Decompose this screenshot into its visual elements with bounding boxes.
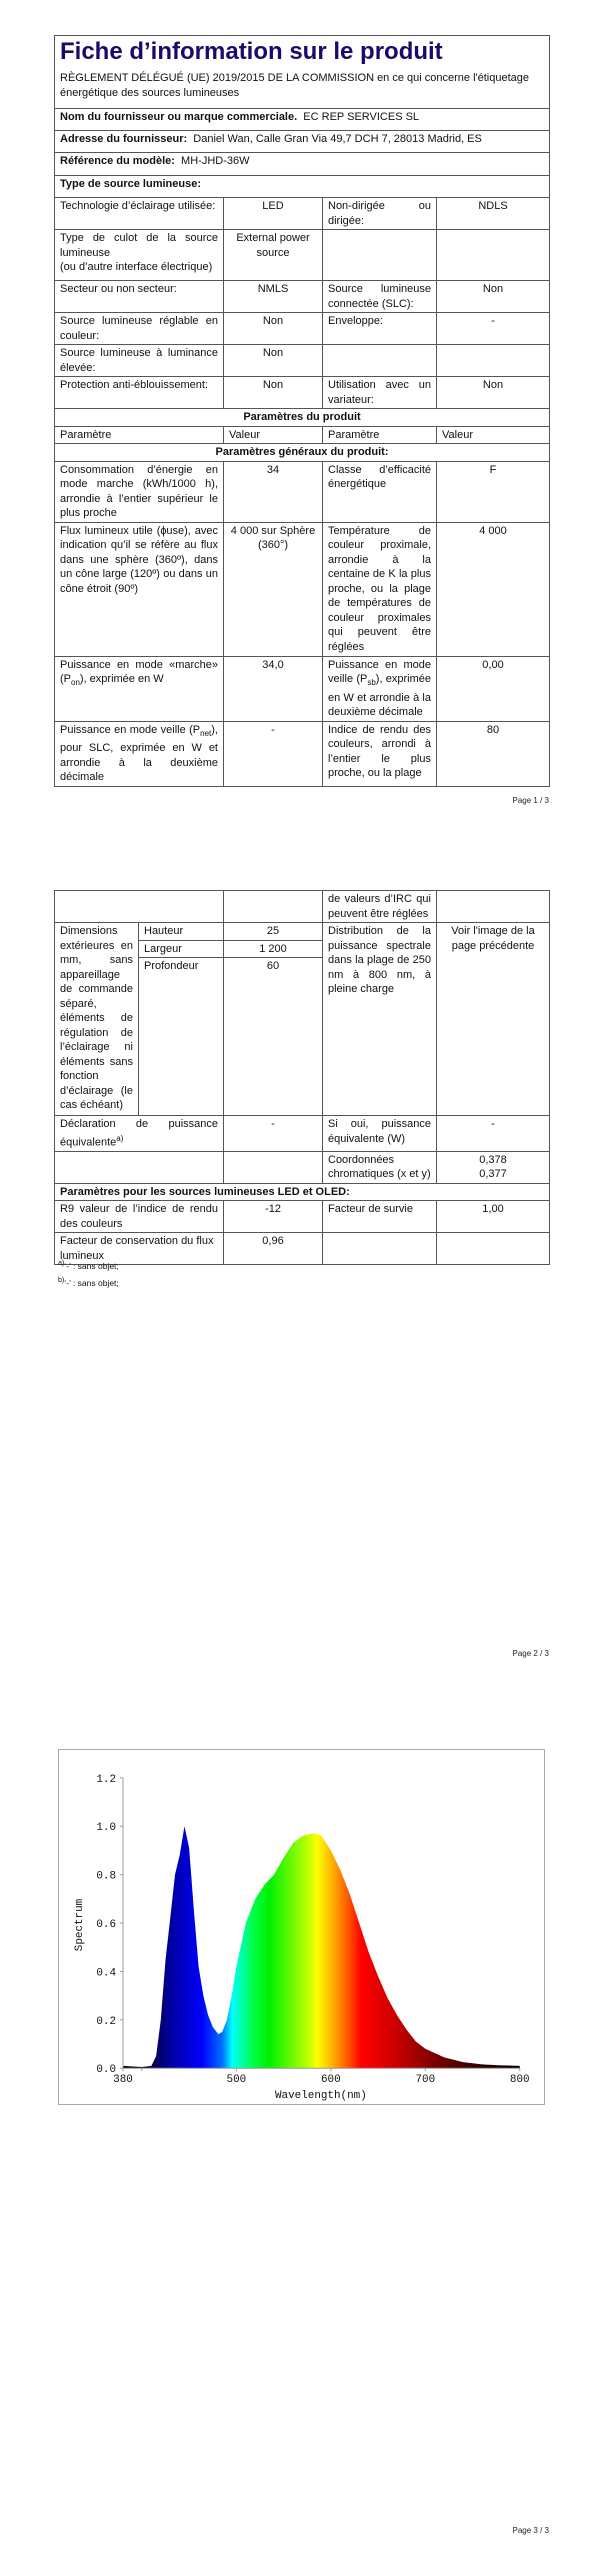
y-tick-label: 0.6 [96, 1919, 117, 1931]
r9-label: R9 valeur de l’indice de rendu des couleurs [55, 1201, 224, 1233]
cap-type-label [55, 230, 224, 281]
empty-cell [437, 345, 550, 377]
equivalent-watts-value: - [437, 1116, 550, 1152]
x-tick-label: 800 [509, 2074, 530, 2087]
y-tick-label: 1.2 [96, 1773, 117, 1786]
column-header-parameter: Paramètre [55, 426, 224, 444]
x-axis-label: Wavelength(nm) [275, 2090, 367, 2103]
dimmer-value: Non [437, 377, 550, 409]
address-value: Daniel Wan, Calle Gran Via 49,7 DCH 7, 28013 Madrid, ES [193, 133, 482, 145]
empty-cell [55, 891, 224, 923]
r9-value: -12 [224, 1201, 323, 1233]
empty-cell [224, 1151, 323, 1183]
colour-tuneable-label: Source lumineuse réglable en couleur: [55, 313, 224, 345]
equivalent-watts-label: Si oui, puissance équivalente (W) [323, 1116, 437, 1152]
chromaticity-x: 0,378 [479, 1153, 507, 1166]
networked-standby-value: - [224, 721, 323, 786]
envelope-label: Enveloppe: [323, 313, 437, 345]
footnote-a [58, 1259, 119, 1271]
address-label: Adresse du fournisseur: [60, 133, 188, 145]
connected-source-value: Non [437, 281, 550, 313]
spectral-power-distribution-chart [58, 1749, 545, 2105]
cri-label-part1: Indice de rendu des couleurs, arrondi à l’entier le plus proche, ou la plage [323, 721, 437, 786]
equivalent-power-label [55, 1116, 224, 1152]
depth-label: Profondeur [139, 958, 224, 1116]
product-parameters-heading: Paramètres du produit [55, 409, 550, 427]
footnote-text: ‘-’ : sans objet; [64, 1260, 119, 1271]
spectral-distribution-label: Distribution de la puissance spectrale dans la plage de 250 nm à 800 nm, à pleine charge [323, 923, 437, 1116]
dimmer-label: Utilisation avec un variateur: [323, 377, 437, 409]
networked-standby-label [55, 721, 224, 786]
label-text: Puissance en mode veille (P [328, 658, 431, 685]
y-axis-label: Spectrum [74, 1898, 87, 1952]
empty-cell [323, 1233, 437, 1265]
footnote-mark: b) [58, 1276, 65, 1284]
chromaticity-y: 0,377 [479, 1168, 507, 1181]
page-title: Fiche d’information sur le produit [60, 38, 443, 65]
connected-source-label: Source lumineuse connectée (SLC): [323, 281, 437, 313]
mains-value: NMLS [224, 281, 323, 313]
spectral-distribution-value: Voir l'image de la page précédente [437, 923, 550, 1116]
x-tick-label: 500 [226, 2074, 247, 2087]
width-label: Largeur [139, 940, 224, 958]
model-row [55, 153, 550, 176]
empty-cell [323, 345, 437, 377]
spectrum-area [123, 1826, 520, 2068]
on-mode-power-label [55, 656, 224, 721]
directional-value: NDLS [437, 198, 550, 230]
y-tick-label: 0.2 [96, 2015, 117, 2028]
column-header-value: Valeur [437, 426, 550, 444]
page-number: Page 3 / 3 [512, 2526, 549, 2535]
subscript: net [200, 728, 212, 738]
label-text: Puissance en mode veille (P [60, 723, 201, 736]
cct-value: 4 000 [437, 522, 550, 656]
page-number: Page 1 / 3 [512, 796, 549, 805]
empty-cell [55, 1151, 224, 1183]
y-tick-label: 0.8 [96, 1870, 117, 1883]
cri-label-part2: de valeurs d’IRC qui peuvent être réglées [323, 891, 437, 923]
mains-label: Secteur ou non secteur: [55, 281, 224, 313]
lumen-maintenance-label: Facteur de conservation du flux lumineux [55, 1233, 224, 1265]
height-value: 25 [224, 923, 323, 941]
cap-type-label-note: (ou d’autre interface électrique) [60, 261, 213, 273]
footnote-mark: a) [116, 1133, 124, 1143]
energy-consumption-value: 34 [224, 461, 323, 522]
y-tick-label: 1.0 [96, 1822, 117, 1835]
subscript: on [71, 678, 80, 688]
address-row [55, 131, 550, 153]
energy-class-value: F [437, 461, 550, 522]
survival-factor-label: Facteur de survie [323, 1201, 437, 1233]
anti-glare-label: Protection anti-éblouissement: [55, 377, 224, 409]
column-header-parameter: Paramètre [323, 426, 437, 444]
y-tick-label: 0.4 [96, 1967, 117, 1980]
empty-cell [323, 230, 437, 281]
x-tick-label: 380 [113, 2074, 133, 2087]
label-text: ), exprimée en W et arrondie à la deuxième décimale [328, 673, 431, 719]
header-cell [55, 36, 550, 109]
empty-cell [224, 891, 323, 923]
cct-label: Température de couleur proximale, arrondie à la centaine de K la plus proche, ou la plage de températures de couleur proximales qui peuvent être réglées [323, 522, 437, 656]
supplier-label: Nom du fournisseur ou marque commerciale. [60, 111, 298, 123]
column-header-value: Valeur [224, 426, 323, 444]
cap-type-value: External power source [224, 230, 323, 281]
source-type-heading: Type de source lumineuse: [55, 176, 550, 198]
cap-type-label-text: Type de culot de la source lumineuse [60, 232, 218, 259]
regulation-text: RÈGLEMENT DÉLÉGUÉ (UE) 2019/2015 DE LA COMMISSION en ce qui concerne l'étiquetage énergétique des sources lumineuses [60, 72, 529, 99]
model-label: Référence du modèle: [60, 155, 175, 167]
supplier-row [55, 109, 550, 131]
footnote-text: ‘-’ : sans objet; [64, 1277, 119, 1288]
dimensions-label: Dimensions extérieures en mm, sans appareillage de commande séparé, éléments de régulation de l’éclairage ni éléments sans fonction d’éclairage (le cas échéant) [55, 923, 139, 1116]
colour-tuneable-value: Non [224, 313, 323, 345]
product-info-table-page-1 [54, 35, 550, 787]
energy-class-label: Classe d’efficacité énergétique [323, 461, 437, 522]
x-tick-label: 700 [415, 2074, 436, 2087]
lighting-technology-label: Technologie d’éclairage utilisée: [55, 198, 224, 230]
label-text: ), pour SLC, exprimée en W et arrondie à la deuxième décimale [60, 723, 218, 784]
empty-cell [437, 1233, 550, 1265]
x-tick-label: 600 [320, 2074, 341, 2087]
general-parameters-heading: Paramètres généraux du produit: [55, 444, 550, 462]
page-number: Page 2 / 3 [512, 1649, 549, 1658]
chromaticity-label: Coordonnées chromatiques (x et y) [323, 1151, 437, 1183]
lumen-maintenance-value: 0,96 [224, 1233, 323, 1265]
equivalent-power-value: - [224, 1116, 323, 1152]
depth-value: 60 [224, 958, 323, 1116]
model-value: MH-JHD-36W [181, 155, 250, 167]
height-label: Hauteur [139, 923, 224, 941]
on-mode-power-value: 34,0 [224, 656, 323, 721]
lighting-technology-value: LED [224, 198, 323, 230]
directional-label: Non-dirigée ou dirigée: [323, 198, 437, 230]
empty-cell [437, 891, 550, 923]
led-parameters-heading: Paramètres pour les sources lumineuses LED et OLED: [55, 1183, 550, 1201]
chromaticity-value [437, 1151, 550, 1183]
luminous-flux-value: 4 000 sur Sphère (360°) [224, 522, 323, 656]
high-luminance-label: Source lumineuse à luminance élevée: [55, 345, 224, 377]
empty-cell [437, 230, 550, 281]
standby-power-label [323, 656, 437, 721]
high-luminance-value: Non [224, 345, 323, 377]
footnote-mark: a) [58, 1259, 65, 1267]
label-text: Déclaration de puissance équivalente [60, 1118, 218, 1149]
label-text: ), exprimée en W [79, 673, 164, 685]
footnote-b [58, 1276, 119, 1288]
standby-power-value: 0,00 [437, 656, 550, 721]
width-value: 1 200 [224, 940, 323, 958]
label-text: Puissance en mode «marche» (P [60, 658, 218, 685]
y-tick-label: 0.0 [96, 2064, 117, 2077]
energy-consumption-label: Consommation d’énergie en mode marche (kWh/1000 h), arrondie à l’entier supérieur le plus proche [55, 461, 224, 522]
anti-glare-value: Non [224, 377, 323, 409]
envelope-value: - [437, 313, 550, 345]
subscript: sb [367, 678, 376, 688]
product-info-table-page-2 [54, 890, 550, 1265]
supplier-value: EC REP SERVICES SL [303, 111, 420, 123]
survival-factor-value: 1,00 [437, 1201, 550, 1233]
luminous-flux-label: Flux lumineux utile (ɸuse), avec indication qu’il se réfère au flux dans une sphère (360º), dans un cône large (120º) ou dans un cône étroit (90º) [55, 522, 224, 656]
cri-value: 80 [437, 721, 550, 786]
